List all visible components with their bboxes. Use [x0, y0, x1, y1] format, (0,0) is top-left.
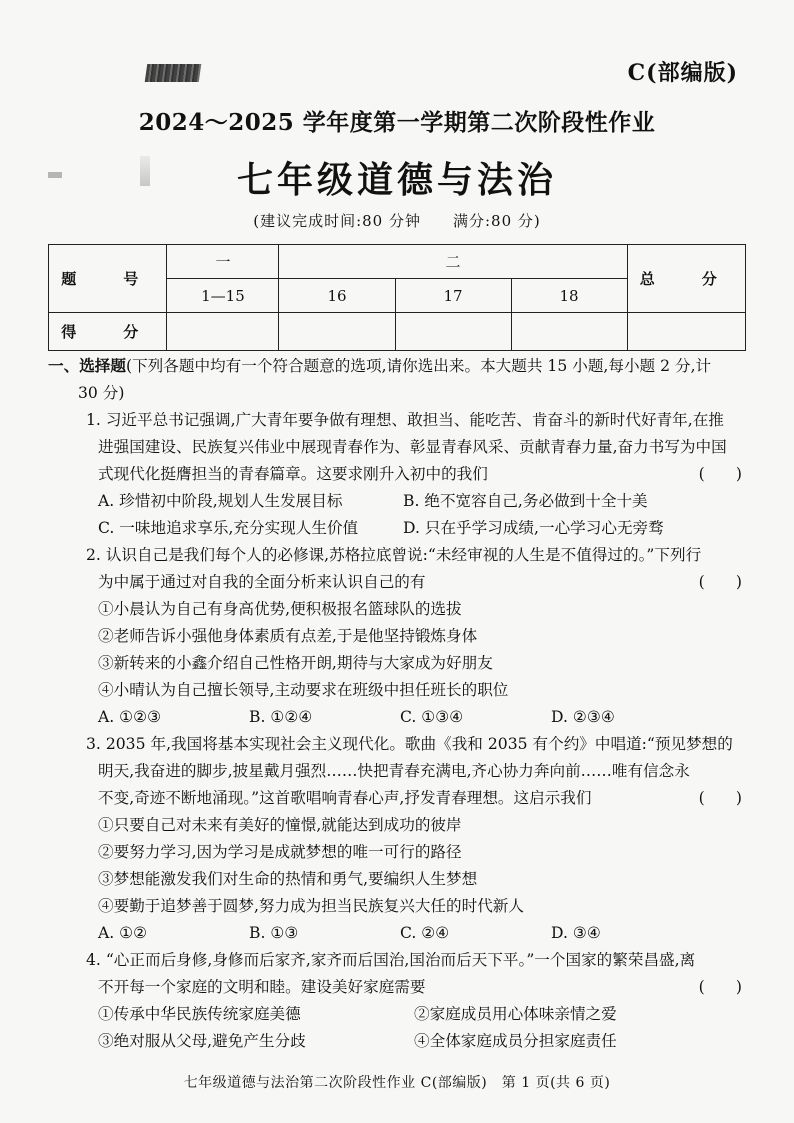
option-b: B. ①③ — [249, 924, 299, 942]
option-c: C. 一味地追求享乐,充分实现人生价值 — [98, 519, 359, 537]
statement: ②家庭成员用心体味亲情之爱 — [414, 1005, 617, 1023]
score-cell — [627, 313, 745, 351]
q4-statements — [48, 1001, 748, 1028]
statement: ③新转来的小鑫介绍自己性格开朗,期待与大家成为好朋友 — [98, 654, 493, 672]
col-header: 1—15 — [167, 279, 279, 313]
statement: ④小晴认为自己擅长领导,主动要求在班级中担任班长的职位 — [98, 681, 509, 699]
handwritten-scribble — [145, 64, 202, 82]
option-c: C. ②④ — [400, 924, 450, 942]
statement: ①只要自己对未来有美好的憧憬,就能达到成功的彼岸 — [98, 816, 462, 834]
option-d: D. ③④ — [551, 924, 601, 942]
col-header: 17 — [395, 279, 511, 313]
section-instruction-text: (下列各题中均有一个符合题意的选项,请你选出来。本大题共 15 小题,每小题 2 分,计 — [125, 357, 712, 375]
q1-line: 进强国建设、民族复兴伟业中展现青春作为、彰显青春风采、贡献青春力量,奋力书写为中国 — [98, 438, 727, 456]
time-note: (建议完成时间:80 分钟 满分:80 分) — [253, 212, 541, 230]
row-label-question-number: 题 号 — [49, 245, 167, 313]
q3-line — [48, 785, 748, 812]
answer-bracket: ( ) — [698, 573, 742, 591]
q4-line: 4. “心正而后身修,身修而后家齐,家齐而后国治,国治而后天下平。”一个国家的繁荣昌盛,离 — [86, 951, 696, 969]
q3-line: 3. 2035 年,我国将基本实现社会主义现代化。歌曲《我和 2035 有个约》中唱道:“预见梦想的 — [86, 735, 733, 753]
statement: ④全体家庭成员分担家庭责任 — [414, 1032, 617, 1050]
score-cell — [167, 313, 279, 351]
q4-line — [48, 974, 748, 1001]
q2-options — [48, 704, 748, 731]
part-one-header: 一 — [167, 245, 279, 279]
q3-options — [48, 920, 748, 947]
q1-line-text: 式现代化挺膺担当的青春篇章。这要求刚升入初中的我们 — [98, 465, 488, 483]
q1-line: 1. 习近平总书记强调,广大青年要争做有理想、敢担当、能吃苦、肯奋斗的新时代好青年,在推 — [86, 411, 724, 429]
q1-line — [48, 461, 748, 488]
q2-line-text: 为中属于通过对自我的全面分析来认识自己的有 — [98, 573, 426, 591]
q4-line-text: 不开每一个家庭的文明和睦。建设美好家庭需要 — [98, 978, 426, 996]
score-table — [48, 244, 746, 351]
option-a: A. ①② — [98, 924, 148, 942]
statement: ③绝对服从父母,避免产生分歧 — [98, 1032, 306, 1050]
q2-line: 2. 认识自己是我们每个人的必修课,苏格拉底曾说:“未经审视的人生是不值得过的。”下列行 — [86, 546, 702, 564]
exam-title: 2024～2025 学年度第一学期第二次阶段性作业 — [138, 109, 656, 136]
answer-bracket: ( ) — [698, 465, 742, 483]
score-cell — [279, 313, 395, 351]
col-header: 16 — [279, 279, 395, 313]
col-header: 18 — [511, 279, 627, 313]
option-d: D. 只在乎学习成绩,一心学习心无旁骛 — [403, 519, 664, 537]
statement: ③梦想能激发我们对生命的热情和勇气,要编织人生梦想 — [98, 870, 478, 888]
q3-line: 明天,我奋进的脚步,披星戴月强烈……快把青春充满电,齐心协力奔向前……唯有信念永 — [98, 762, 690, 780]
score-cell — [511, 313, 627, 351]
section-title: 一、选择题 — [48, 356, 126, 375]
option-a: A. ①②③ — [98, 708, 162, 726]
edition-label: C(部编版) — [627, 60, 738, 86]
question-content — [48, 352, 748, 1055]
answer-bracket: ( ) — [698, 978, 742, 996]
total-score-header: 总 分 — [627, 245, 745, 313]
q3-line-text: 不变,奇迹不断地涌现。”这首歌唱响青春心声,抒发青春理想。这启示我们 — [98, 789, 592, 807]
option-b: B. 绝不宽容自己,务必做到十全十美 — [403, 492, 648, 510]
page-footer: 七年级道德与法治第二次阶段性作业 C(部编版) 第 1 页(共 6 页) — [183, 1075, 611, 1091]
statement: ②要努力学习,因为学习是成就梦想的唯一可行的路径 — [98, 843, 462, 861]
section-instruction-cont: 30 分) — [78, 384, 125, 402]
score-cell — [395, 313, 511, 351]
q4-statements — [48, 1028, 748, 1055]
q1-options — [48, 488, 748, 515]
option-b: B. ①②④ — [249, 708, 313, 726]
q1-options — [48, 515, 748, 542]
option-a: A. 珍惜初中阶段,规划人生发展目标 — [98, 492, 343, 510]
part-two-header: 二 — [279, 245, 627, 279]
statement: ①小晨认为自己有身高优势,便积极报名篮球队的选拔 — [98, 600, 462, 618]
q2-line — [48, 569, 748, 596]
option-c: C. ①③④ — [400, 708, 464, 726]
row-label-score: 得 分 — [49, 313, 167, 351]
option-d: D. ②③④ — [551, 708, 615, 726]
subject-title: 七年级道德与法治 — [236, 160, 557, 201]
statement: ②老师告诉小强他身体素质有点差,于是他坚持锻炼身体 — [98, 627, 478, 645]
section-instruction — [48, 352, 748, 380]
statement: ④要勤于追梦善于圆梦,努力成为担当民族复兴大任的时代新人 — [98, 897, 524, 915]
statement: ①传承中华民族传统家庭美德 — [98, 1005, 301, 1023]
answer-bracket: ( ) — [698, 789, 742, 807]
